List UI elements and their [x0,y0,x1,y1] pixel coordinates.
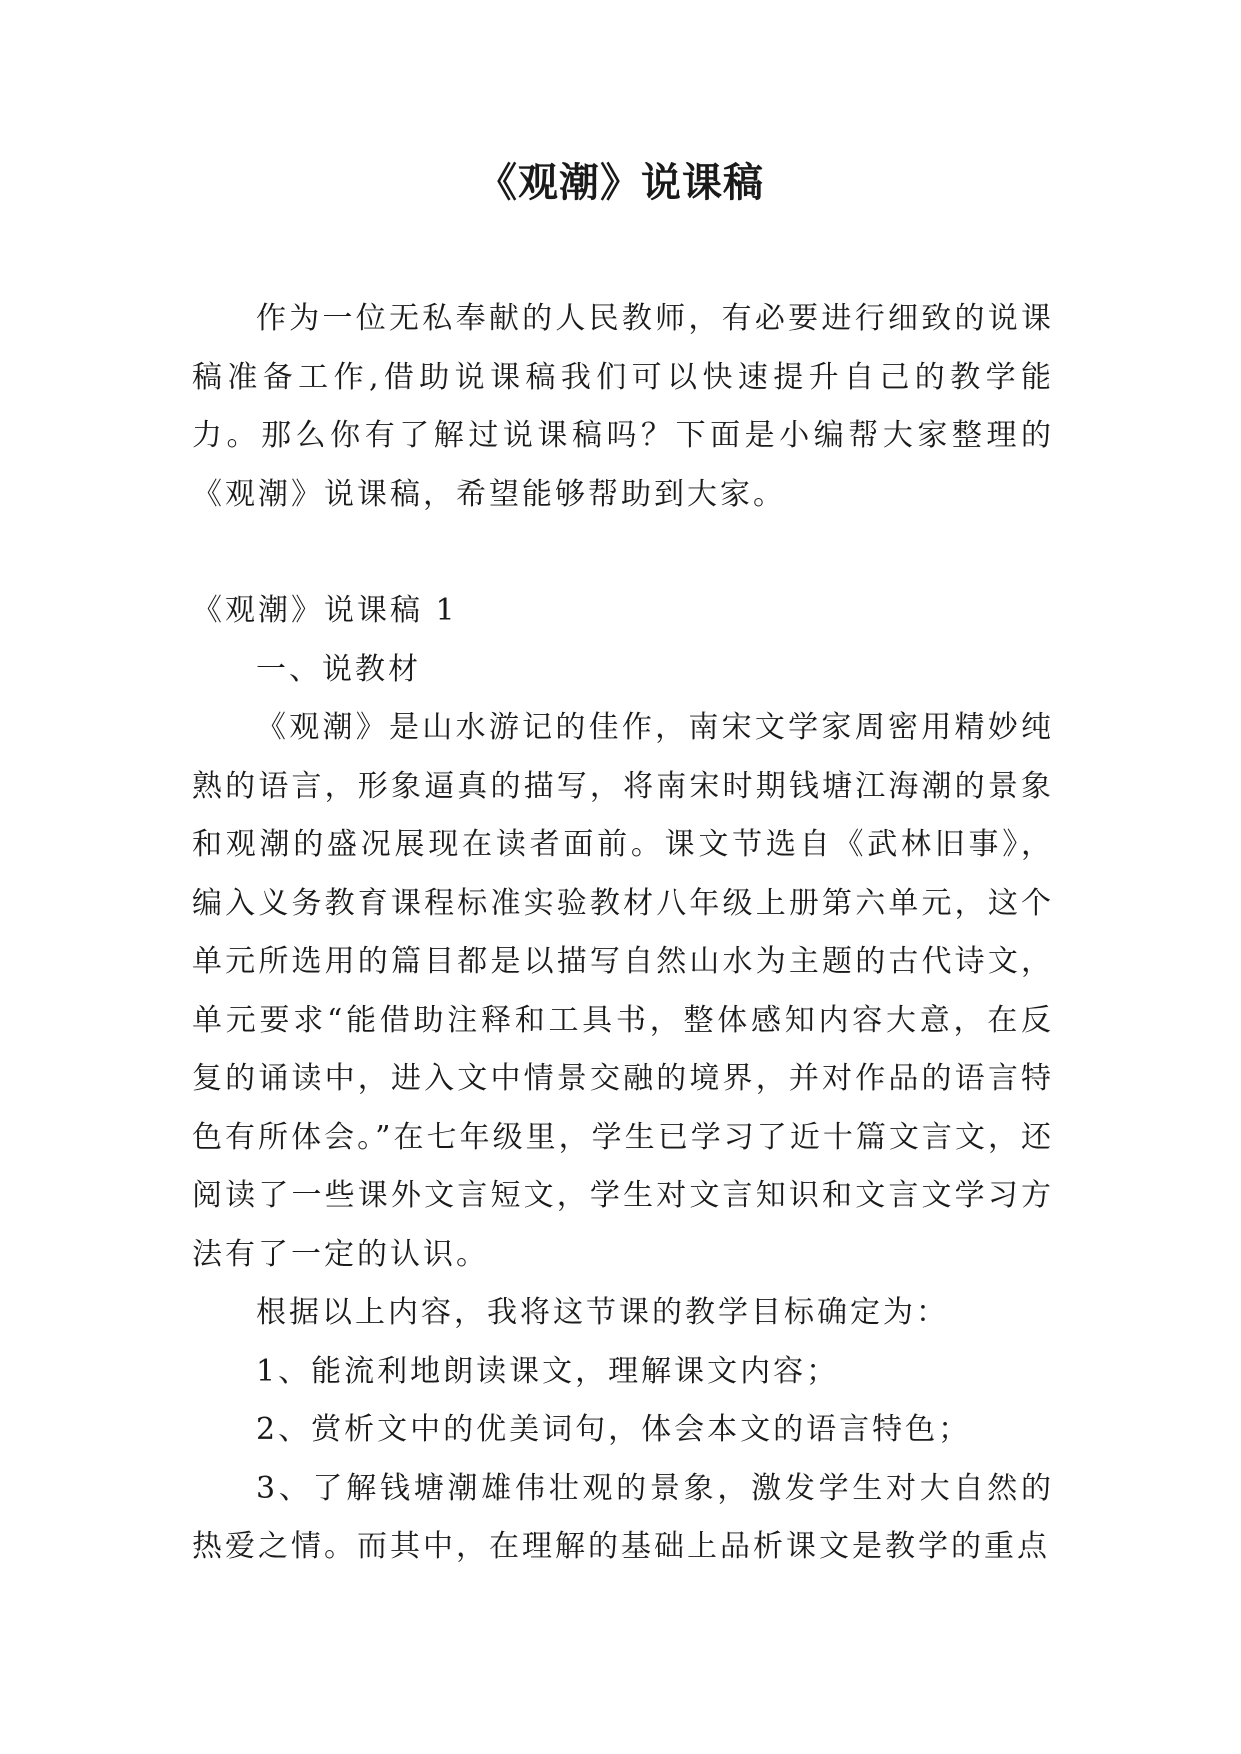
spacer [192,524,1054,582]
subheading: 一、说教材 [256,651,421,687]
document-body [192,290,1054,1577]
section-heading: 《观潮》说课稿 1 [192,593,458,628]
goal-item: 1、能流利地朗读课文，理解课文内容； [256,1353,840,1389]
document-title: 《观潮》说课稿 [477,160,764,206]
intro-paragraph: 作为一位无私奉献的人民教师，有必要进行细致的说课稿准备工作,借助说课稿我们可以快速提升自己的教学能力。那么你有了解过说课稿吗？下面是小编帮大家整理的《观潮》说课稿，希望能够帮助到大家。 [192,301,1054,512]
goal-item: 3、了解钱塘潮雄伟壮观的景象，激发学生对大自然的热爱之情。而其中，在理解的基础上品析课文是教学的重点 [192,1470,1054,1564]
goal-item: 2、赏析文中的优美词句，体会本文的语言特色； [256,1412,972,1447]
textbook-paragraph: 《观潮》是山水游记的佳作，南宋文学家周密用精妙纯熟的语言，形象逼真的描写，将南宋时期钱塘江海潮的景象和观潮的盛况展现在读者面前。课文节选自《武林旧事》，编入义务教育课程标准实验教材八年级上册第六单元，这个单元所选用的篇目都是以描写自然山水为主题的古代诗文，单元要求“能借助注释和工具书，整体感知内容大意，在反复的诵读中，进入文中情景交融的境界，并对作品的语言特色有所体会。”在七年级里，学生已学习了近十篇文言文，还阅读了一些课外文言短文，学生对文言知识和文言文学习方法有了一定的认识。 [192,710,1054,1272]
goals-intro-paragraph: 根据以上内容，我将这节课的教学目标确定为： [256,1295,949,1330]
